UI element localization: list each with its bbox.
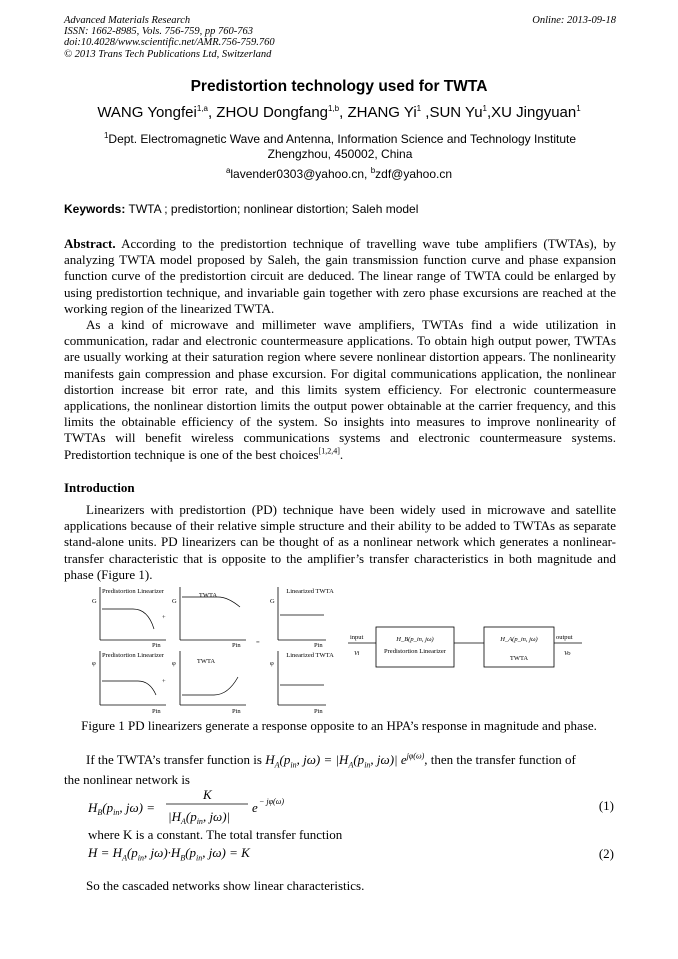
doi: doi:10.4028/www.scientific.net/AMR.756-759.760: [64, 37, 275, 49]
author-sup: 1: [482, 104, 487, 113]
intro-text: Linearizers with predistortion (PD) technique have been widely used in microwave and satellite applications because of their relative simple structure and their ability to be added to TWTAs as separate stand-alone units. PD linearizers can be thought of as a nonlinear network which generates a nonlinear-transfer characteristic that is opposite to the amplifier’s transfer characteristics in both magnitude and phase (Figure 1).: [64, 502, 616, 582]
keywords-text: TWTA ; predistortion; nonlinear distortion; Saleh model: [128, 202, 419, 216]
equation-1: [88, 788, 348, 828]
abstract-text: According to the predistortion technique of travelling wave tube amplifiers (TWTAs), by analyzing TWTA model proposed by Saleh, the gain transmission function curve and phase expansion function curve of the predistortion circuit are deduced. The linear range of TWTA could be enlarged by using predistortion technique, and invariable gain together with zero phase excursions are reached at the working region of the linearized TWTA.: [64, 236, 616, 316]
author-sup: 1: [416, 104, 422, 113]
label-input: input: [350, 634, 364, 641]
svg-text:φ: φ: [92, 660, 96, 667]
svg-text:φ: φ: [270, 660, 274, 667]
label-pin: Pin: [314, 642, 323, 649]
label-pin: Pin: [232, 708, 241, 715]
svg-text:G: G: [172, 598, 177, 605]
label-pd: Predistortion Linearizer: [102, 588, 164, 595]
author: WANG Yongfei: [97, 104, 197, 121]
abstract-text-2: As a kind of microwave and millimeter wave amplifiers, TWTAs find a wide utilization in communication, radar and electronic countermeasure applications. To obtain high output power, TWTAs are usually working at their saturation region where severe nonlinear distortion appears. The nonlinearity manifests gain compression and phase excursion. For digital communications application, the nonlinear distortion increase bit error rate, and this limits system efficiency. For electronic countermeasure applications, the nonlinear distortion limits the output power obtainable at the carrier frequency, and this limits the obtainable efficiency of the system. So insights into measures to improve nonlinearity of TWTAs will benefit wireless communications systems and electronic countermeasure systems. Predistortion technique is one of the best choices: [64, 317, 616, 462]
intro-paragraph: [64, 502, 616, 583]
abstract-paragraph-2: [64, 317, 616, 463]
emails: $^a$lavender0303@yahoo.cn, $^b$zdf@yahoo.cn: [225, 166, 453, 181]
label-pin: Pin: [152, 642, 161, 649]
figure-1: [88, 585, 616, 715]
block-diagram: [348, 627, 582, 667]
svg-text:|HA(pin, jω)|: $|H_A(p_{in}$, jω)|: [168, 809, 231, 826]
email-a: lavender0303@yahoo.cn: [230, 167, 365, 181]
plus-sign: +: [162, 678, 166, 685]
eq2-number: (2): [598, 846, 614, 861]
label-linearized: Linearized TWTA: [286, 588, 334, 595]
conclusion-text: So the cascaded networks show linear characteristics.: [86, 878, 365, 893]
label-twta: TWTA: [196, 658, 216, 665]
keywords: [64, 202, 616, 216]
equation-2: $H = H_A(p_{in}$, $j\omega)\cdot H_B(p_{in}$, jω) = K: [88, 845, 250, 863]
online-date: Online: 2013-09-18: [532, 15, 616, 26]
label-vi: Vi: [354, 650, 360, 657]
then-text: , then the transfer function of: [424, 752, 576, 767]
email-b: zdf@yahoo.cn: [375, 167, 453, 181]
affil-sup: 1: [103, 131, 109, 140]
block2-fn: H_A(p_in, jω): [500, 636, 538, 643]
eq1-number: (1): [598, 798, 614, 813]
svg-text:K: K: [203, 788, 212, 802]
label-pin: Pin: [314, 708, 323, 715]
transfer-text: [64, 752, 616, 774]
network-text: the nonlinear network is: [64, 772, 190, 787]
label-vo: Vo: [564, 650, 571, 657]
abstract-paragraph: [64, 236, 616, 317]
graph-pd-phase: [92, 651, 166, 715]
abstract-label: Abstract.: [64, 236, 116, 251]
label-pin: Pin: [232, 642, 241, 649]
eq-ha: $H_A(p_{in}$, $j\omega) = |H_A(p_{in}$, jω)| $e^{j\varphi(\omega)}$: [265, 751, 425, 770]
svg-text:G: G: [270, 598, 275, 605]
author-sup: 1,b: [328, 104, 340, 113]
paper-title: Predistortion technology used for TWTA: [190, 78, 488, 95]
graph-linearized-magnitude: [270, 587, 334, 649]
graph-pd-magnitude: [92, 587, 166, 649]
citation: [1,2,4]: [318, 446, 340, 456]
affil-line1: Dept. Electromagnetic Wave and Antenna, Information Science and Technology Institute: [108, 132, 577, 146]
graph-linearized-phase: [270, 651, 334, 715]
svg-text:G: G: [92, 598, 97, 605]
email-sup: b: [370, 166, 376, 175]
if-text: If the TWTA’s transfer function is: [86, 752, 262, 767]
section-heading-introduction: Introduction: [64, 480, 135, 495]
where-text: where K is a constant. The total transfer function: [88, 827, 343, 842]
author-sup: 1,a: [196, 104, 208, 113]
journal-name: Advanced Materials Research: [64, 15, 191, 26]
label-linearized: Linearized TWTA: [286, 652, 334, 659]
author: ZHOU Dongfang: [216, 104, 328, 121]
block1-name: Predistortion Linearizer: [384, 648, 446, 655]
svg-text:− jφ(ω): − jφ(ω): [259, 797, 285, 806]
svg-text:HB(pin, jω) =: $H_B(p_{in}$, jω) =: [88, 800, 156, 817]
block2-name: TWTA: [509, 655, 529, 662]
figure-caption: Figure 1 PD linearizers generate a response opposite to an HPA’s response in magnitude and phase.: [81, 718, 597, 733]
block-predistortion: [376, 627, 454, 667]
issn: ISSN: 1662-8985, Vols. 756-759, pp 760-763: [64, 26, 253, 38]
copyright: © 2013 Trans Tech Publications Ltd, Switzerland: [64, 48, 272, 60]
label-twta: TWTA: [198, 592, 218, 599]
label-output: output: [556, 634, 573, 641]
block1-fn: H_B(p_in, jω): [396, 636, 434, 643]
period: .: [339, 446, 344, 462]
label-pin: Pin: [152, 708, 161, 715]
journal-header: [64, 15, 616, 60]
graph-twta-magnitude: [172, 587, 246, 649]
affiliation: [90, 132, 590, 162]
author: SUN Yu: [429, 104, 483, 121]
svg-text:e: e: [252, 800, 258, 815]
label-pd: Predistortion Linearizer: [102, 652, 164, 659]
plus-sign: +: [162, 614, 166, 621]
author-list: WANG Yongfei$^{1,a}$, ZHOU Dongfang$^{1,b}$, ZHANG Yi$^1$ ,SUN Yu$^1$,XU Jingyuan$^1$: [97, 104, 581, 121]
author-sup: 1: [576, 104, 581, 113]
author: ZHANG Yi: [347, 104, 417, 121]
graph-twta-phase: [172, 651, 246, 715]
svg-text:φ: φ: [172, 660, 176, 667]
equals-sign: =: [256, 639, 260, 646]
keywords-label: Keywords:: [64, 202, 126, 216]
email-sup: a: [225, 166, 231, 175]
author: XU Jingyuan: [491, 104, 577, 121]
affil-line2: Zhengzhou, 450002, China: [267, 147, 413, 161]
